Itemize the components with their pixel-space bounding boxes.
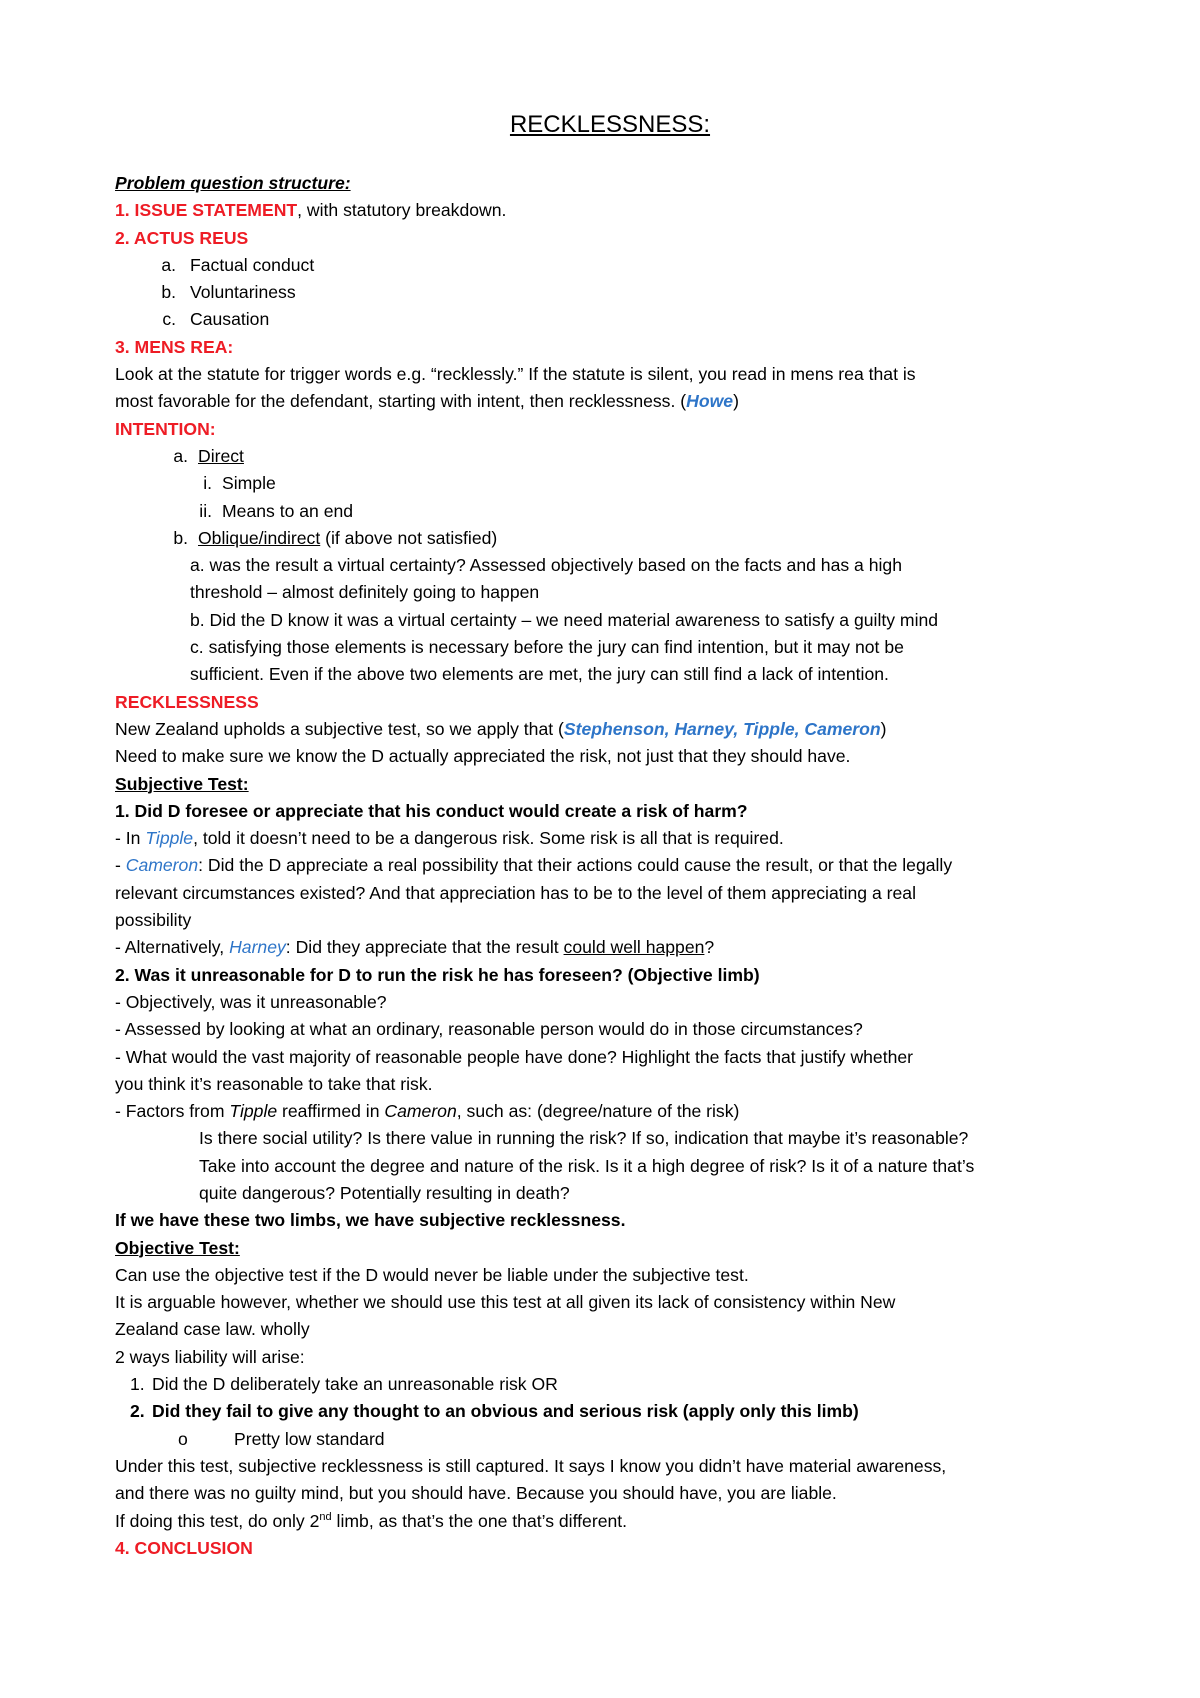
- oblique-line: sufficient. Even if the above two elements are met, the jury can still find a lack of intention.: [190, 664, 889, 685]
- case-name: Cameron: [125, 855, 199, 876]
- case-name: Howe: [686, 391, 734, 412]
- objective-line: It is arguable however, whether we should use this test at all given its lack of consistency within New: [115, 1292, 896, 1313]
- direct-item: a. Direct: [173, 445, 244, 466]
- subjective-q2: 2. Was it unreasonable for D to run the risk he has foreseen? (Objective limb): [115, 964, 760, 985]
- cameron-line: relevant circumstances existed? And that appreciation has to be to the level of them appreciating a real: [115, 882, 916, 903]
- case-name: Harney: [229, 937, 286, 958]
- issue-line: [115, 197, 1105, 224]
- actus-item: b. Voluntariness: [161, 282, 296, 303]
- page-title: RECKLESSNESS:: [509, 111, 711, 138]
- objective-subitem: o Pretty low standard: [178, 1428, 385, 1449]
- cameron-line: - Cameron: Did the D appreciate a real possibility that their actions could cause the result, or that the legally: [115, 855, 953, 876]
- factor-line: quite dangerous? Potentially resulting in death?: [199, 1182, 570, 1203]
- mens-line: Look at the statute for trigger words e.g. “recklessly.” If the statute is silent, you read in mens rea that is: [115, 364, 916, 385]
- factor-line: Is there social utility? Is there value in running the risk? If so, indication that maybe it’s reasonable?: [199, 1128, 969, 1149]
- bullet-line: - Assessed by looking at what an ordinary, reasonable person would do in those circumstances?: [115, 1019, 863, 1040]
- objective-line: Under this test, subjective recklessness is still captured. It says I know you didn’t have material awareness,: [115, 1455, 947, 1476]
- subjective-heading: Subjective Test:: [115, 773, 249, 794]
- bullet-line: - What would the vast majority of reasonable people have done? Highlight the facts that justify whether: [115, 1046, 914, 1067]
- harney-line: - Alternatively, Harney: Did they appreciate that the result could well happen?: [115, 937, 715, 958]
- actus-label: 2. ACTUS REUS: [115, 227, 249, 248]
- objective-heading: Objective Test:: [115, 1237, 240, 1258]
- factors-line: - Factors from Tipple reaffirmed in Cameron, such as: (degree/nature of the risk): [115, 1101, 740, 1122]
- oblique-line: threshold – almost definitely going to happen: [190, 582, 540, 603]
- objective-line: and there was no guilty mind, but you should have. Because you should have, you are liable.: [115, 1483, 837, 1504]
- tipple-line: - In Tipple, told it doesn’t need to be a dangerous risk. Some risk is all that is required.: [115, 828, 784, 849]
- cameron-line: possibility: [115, 910, 192, 931]
- factor-line: Take into account the degree and nature of the risk. Is it a high degree of risk? Is it of a nature that’s: [199, 1155, 975, 1176]
- issue-label: 1. ISSUE STATEMENT: [115, 200, 298, 221]
- mens-label: 3. MENS REA:: [115, 336, 234, 357]
- objective-line: If doing this test, do only 2nd limb, as that’s the one that’s different.: [115, 1510, 628, 1531]
- case-names: Stephenson, Harney, Tipple, Cameron: [563, 718, 881, 739]
- actus-item: a. Factual conduct: [161, 254, 315, 275]
- nz-line: New Zealand upholds a subjective test, so we apply that (Stephenson, Harney, Tipple, Cameron): [115, 718, 887, 739]
- need-line: Need to make sure we know the D actually appreciated the risk, not just that they should have.: [115, 746, 851, 767]
- objective-line: 2 ways liability will arise:: [115, 1346, 305, 1367]
- oblique-line: a. was the result a virtual certainty? Assessed objectively based on the facts and has a high: [190, 555, 902, 576]
- oblique-line: c. satisfying those elements is necessary before the jury can find intention, but it may not be: [190, 637, 904, 658]
- case-name: Tipple: [145, 828, 194, 849]
- objective-item: 1. Did the D deliberately take an unreasonable risk OR: [130, 1374, 558, 1395]
- intention-label: INTENTION:: [115, 418, 216, 439]
- subjective-q1: 1. Did D foresee or appreciate that his conduct would create a risk of harm?: [115, 800, 748, 821]
- actus-item: c. Causation: [162, 309, 270, 330]
- objective-item: 2. Did they fail to give any thought to an obvious and serious risk (apply only this limb): [130, 1401, 859, 1422]
- direct-subitem: i. Simple: [203, 473, 276, 494]
- document-page: [115, 110, 1105, 1562]
- objective-line: Zealand case law. wholly: [115, 1319, 310, 1340]
- bullet-line: - Objectively, was it unreasonable?: [115, 991, 387, 1012]
- recklessness-label: RECKLESSNESS: [115, 691, 259, 712]
- oblique-line: b. Did the D know it was a virtual certainty – we need material awareness to satisfy a guilty mind: [190, 609, 939, 630]
- subjective-conclusion: If we have these two limbs, we have subjective recklessness.: [115, 1210, 626, 1231]
- issue-rest: , with statutory breakdown.: [297, 200, 507, 221]
- direct-subitem: ii. Means to an end: [199, 500, 354, 521]
- mens-line: most favorable for the defendant, starting with intent, then recklessness. (Howe): [115, 391, 739, 412]
- bullet-line: you think it’s reasonable to take that risk.: [115, 1073, 433, 1094]
- oblique-item: b. Oblique/indirect (if above not satisfied): [173, 527, 498, 548]
- objective-line: Can use the objective test if the D would never be liable under the subjective test.: [115, 1264, 749, 1285]
- structure-heading: Problem question structure:: [115, 173, 351, 193]
- conclusion-label: 4. CONCLUSION: [115, 1537, 253, 1558]
